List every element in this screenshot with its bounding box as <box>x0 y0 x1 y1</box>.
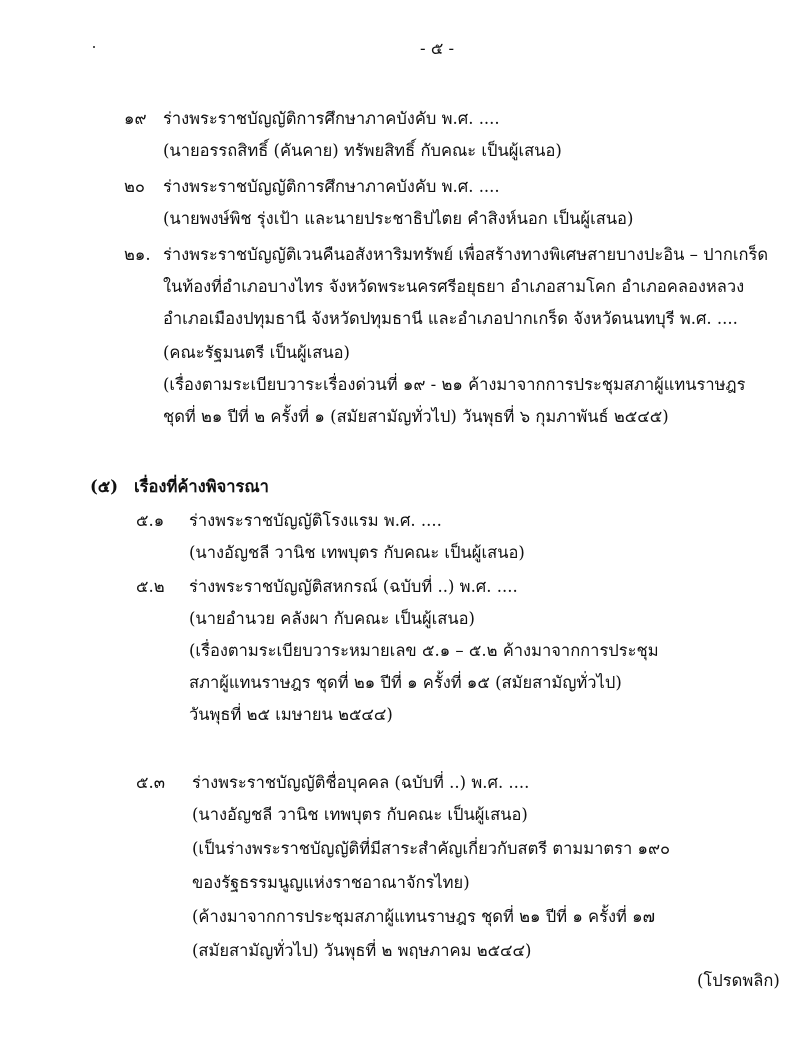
item-note: (ค้างมาจากการประชุมสภาผู้แทนราษฎร ชุดที่ ๒๑ ปีที่ ๑ ครั้งที่ ๑๗ <box>192 907 656 926</box>
item-note: ของรัฐธรรมนูญแห่งราชอาณาจักรไทย) <box>192 873 470 892</box>
item-number: ๕.๑ <box>136 511 165 530</box>
item-proposer: (นางอัญชลี วานิช เทพบุตร กับคณะ เป็นผู้เสนอ) <box>189 543 525 562</box>
item-title: ร่างพระราชบัญญัติชื่อบุคคล (ฉบับที่ ..) พ.ศ. .... <box>192 773 530 792</box>
please-turn-over: (โปรดพลิก) <box>697 971 780 990</box>
item-note: (เป็นร่างพระราชบัญญัติที่มีสาระสำคัญเกี่ยวกับสตรี ตามมาตรา ๑๙๐ <box>192 839 671 858</box>
item-number: ๑๙ <box>124 109 147 128</box>
item-note: (เรื่องตามระเบียบวาระหมายเลข ๕.๑ – ๕.๒ ค้างมาจากการประชุม <box>189 641 659 660</box>
item-note: ชุดที่ ๒๑ ปีที่ ๒ ครั้งที่ ๑ (สมัยสามัญทั่วไป) วันพุธที่ ๖ กุมภาพันธ์ ๒๕๔๕) <box>163 407 669 426</box>
item-number: ๒๑. <box>124 245 151 264</box>
item-number: ๕.๒ <box>136 577 165 596</box>
section-title: เรื่องที่ค้างพิจารณา <box>134 477 269 496</box>
item-title: ร่างพระราชบัญญัติการศึกษาภาคบังคับ พ.ศ. .... <box>163 109 500 128</box>
item-note: (สมัยสามัญทั่วไป) วันพุธที่ ๒ พฤษภาคม ๒๕๔๔) <box>192 941 532 960</box>
item-title: ร่างพระราชบัญญัติการศึกษาภาคบังคับ พ.ศ. .... <box>163 177 500 196</box>
item-proposer: (นางอัญชลี วานิช เทพบุตร กับคณะ เป็นผู้เสนอ) <box>192 805 528 824</box>
item-title: ร่างพระราชบัญญัติเวนคืนอสังหาริมทรัพย์ เพื่อสร้างทางพิเศษสายบางปะอิน – ปากเกร็ด <box>163 245 769 264</box>
stray-dot <box>93 46 95 48</box>
page-number: - ๕ - <box>420 39 455 58</box>
item-proposer: (คณะรัฐมนตรี เป็นผู้เสนอ) <box>163 343 350 362</box>
section-number: (๕) <box>90 477 119 496</box>
item-text: อำเภอเมืองปทุมธานี จังหวัดปทุมธานี และอำเภอปากเกร็ด จังหวัดนนทบุรี พ.ศ. .... <box>163 309 738 328</box>
item-number: ๒๐ <box>124 177 145 196</box>
item-note: วันพุธที่ ๒๕ เมษายน ๒๕๔๔) <box>189 705 393 724</box>
item-number: ๕.๓ <box>136 773 166 792</box>
item-title: ร่างพระราชบัญญัติโรงแรม พ.ศ. .... <box>189 511 442 530</box>
item-proposer: (นายอำนวย คลังผา กับคณะ เป็นผู้เสนอ) <box>189 609 475 628</box>
item-note: (เรื่องตามระเบียบวาระเรื่องด่วนที่ ๑๙ - ๒๑ ค้างมาจากการประชุมสภาผู้แทนราษฎร <box>163 375 746 394</box>
item-note: สภาผู้แทนราษฎร ชุดที่ ๒๑ ปีที่ ๑ ครั้งที่ ๑๕ (สมัยสามัญทั่วไป) <box>189 673 622 692</box>
item-proposer: (นายอรรถสิทธิ์ (คันคาย) ทรัพยสิทธิ์ กับคณะ เป็นผู้เสนอ) <box>163 141 562 160</box>
item-proposer: (นายพงษ์พิช รุ่งเป้า และนายประชาธิปไตย คำสิงห์นอก เป็นผู้เสนอ) <box>163 209 634 228</box>
item-title: ร่างพระราชบัญญัติสหกรณ์ (ฉบับที่ ..) พ.ศ. .... <box>189 577 518 596</box>
item-text: ในท้องที่อำเภอบางไทร จังหวัดพระนครศรีอยุธยา อำเภอสามโคก อำเภอคลองหลวง <box>163 277 745 296</box>
